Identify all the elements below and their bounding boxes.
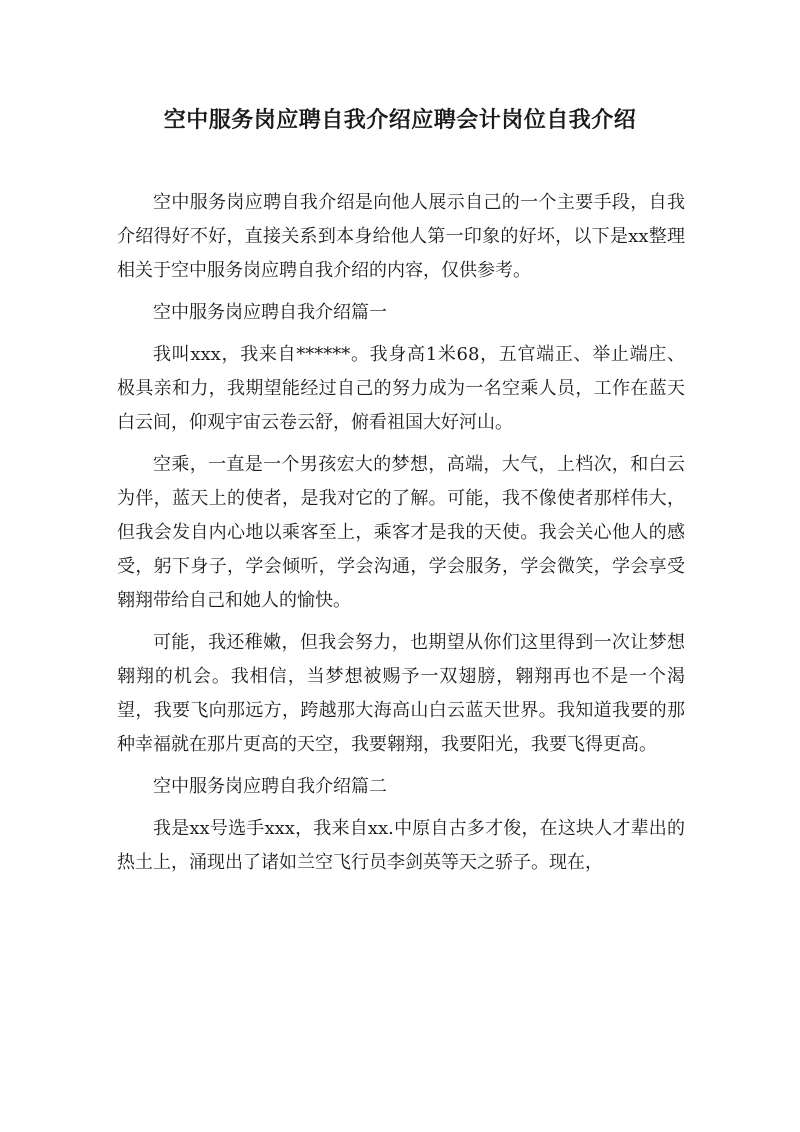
section-heading-2: 空中服务岗应聘自我介绍篇二: [153, 776, 387, 797]
document-body: [117, 186, 685, 888]
body-paragraph: 我叫xxx，我来自******。我身高1米68，五官端正、举止端庄、极具亲和力，我期望能经过自己的努力成为一名空乘人员，工作在蓝天白云间，仰观宇宙云卷云舒，俯看祖国大好河山。: [117, 344, 685, 433]
body-paragraph: 可能，我还稚嫩，但我会努力，也期望从你们这里得到一次让梦想翱翔的机会。我相信，当梦想被赐予一双翅膀，翱翔再也不是一个渴望，我要飞向那远方，跨越那大海高山白云蓝天世界。我知道我要的那种幸福就在那片更高的天空，我要翱翔，我要阳光，我要飞得更高。: [117, 632, 685, 755]
section-heading-1: 空中服务岗应聘自我介绍篇一: [153, 302, 387, 323]
body-paragraph: 空乘，一直是一个男孩宏大的梦想，高端，大气，上档次，和白云为伴，蓝天上的使者，是我对它的了解。可能，我不像使者那样伟大，但我会发自内心地以乘客至上，乘客才是我的天使。我会关心他人的感受，躬下身子，学会倾听，学会沟通，学会服务，学会微笑，学会享受翱翔带给自己和她人的愉快。: [117, 454, 685, 611]
body-paragraph: 我是xx号选手xxx，我来自xx.中原自古多才俊，在这块人才辈出的热土上，涌现出了诸如兰空飞行员李剑英等天之骄子。现在，: [117, 818, 685, 873]
intro-paragraph: 空中服务岗应聘自我介绍是向他人展示自己的一个主要手段，自我介绍得好不好，直接关系到本身给他人第一印象的好坏，以下是xx整理相关于空中服务岗应聘自我介绍的内容，仅供参考。: [117, 192, 685, 281]
document-title: 空中服务岗应聘自我介绍应聘会计岗位自我介绍: [163, 107, 637, 133]
